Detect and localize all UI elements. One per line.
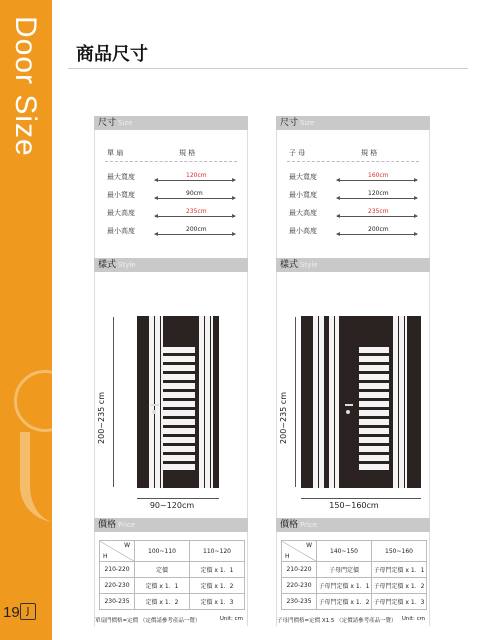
- size-col-type: 子 母: [289, 149, 306, 157]
- size-row: 最小高度 200cm: [277, 226, 429, 238]
- price-note: 單扇門價格=定價 （定價請參考產品一覽）: [95, 618, 201, 624]
- divider: [287, 161, 419, 162]
- price-header: 價格 Price: [276, 518, 430, 532]
- price-table: [281, 540, 427, 610]
- table-row: 230-235 定價 x 1．2 定價 x 1．3: [100, 594, 245, 610]
- sidebar-title: Door Size: [9, 16, 42, 157]
- style-header: 樣式 Style: [94, 258, 248, 272]
- price-table-area: [94, 532, 248, 626]
- width-dimension-line: [301, 498, 421, 499]
- table-row: 210-220 子母門定價 子母門定價 x 1．1: [282, 562, 427, 578]
- table-row: 210-220 定價 定價 x 1．1: [100, 562, 245, 578]
- page-title: 商品尺寸: [76, 44, 148, 65]
- size-col-spec: 規 格: [361, 149, 378, 157]
- decorative-stem: [20, 432, 56, 522]
- double-door-panel: [276, 116, 430, 626]
- table-corner: W H: [282, 541, 317, 562]
- table-row: 220-230 定價 x 1．1 定價 x 1．2: [100, 578, 245, 594]
- book-icon: J: [20, 603, 36, 620]
- size-row: 最小高度 200cm: [95, 226, 247, 238]
- price-table: [99, 540, 245, 610]
- size-row: 最小寬度 120cm: [277, 190, 429, 202]
- style-header: 樣式 Style: [276, 258, 430, 272]
- size-row: 最大高度 235cm: [277, 208, 429, 220]
- unit-label: Unit: cm: [401, 616, 425, 622]
- sidebar: [0, 0, 52, 640]
- size-col-spec: 規 格: [179, 149, 196, 157]
- divider: [105, 161, 237, 162]
- size-spec: [94, 130, 248, 258]
- price-table-area: [276, 532, 430, 626]
- decorative-ring: [14, 370, 76, 432]
- table-header-cell: 100~110: [135, 541, 190, 562]
- size-spec: [276, 130, 430, 258]
- table-row: 220-230 子母門定價 x 1．1 子母門定價 x 1．2: [282, 578, 427, 594]
- double-door-image: [301, 316, 421, 488]
- size-row: 最大寬度 120cm: [95, 172, 247, 184]
- height-dimension-label: 200~235 cm: [97, 392, 106, 444]
- height-dimension-line: [113, 317, 114, 487]
- size-col-type: 單 扇: [107, 149, 124, 157]
- single-door-panel: [94, 116, 248, 626]
- size-row: 最大高度 235cm: [95, 208, 247, 220]
- divider: [68, 68, 468, 69]
- table-header-cell: 140~150: [317, 541, 372, 562]
- width-dimension-line: [137, 498, 219, 499]
- width-dimension-label: 150~160cm: [329, 501, 379, 510]
- size-row: 最大寬度 160cm: [277, 172, 429, 184]
- unit-label: Unit: cm: [219, 616, 243, 622]
- height-dimension-label: 200~235 cm: [279, 392, 288, 444]
- size-header: 尺寸 Size: [94, 116, 248, 130]
- door-illustration: [276, 272, 430, 518]
- size-row: 最小寬度 90cm: [95, 190, 247, 202]
- table-header-cell: 150~160: [372, 541, 427, 562]
- height-dimension-line: [295, 317, 296, 487]
- price-note: 子母門價格=定價 X1.5 （定價請參考產品一覽）: [277, 618, 397, 624]
- size-header: 尺寸 Size: [276, 116, 430, 130]
- table-row: 230-235 子母門定價 x 1．2 子母門定價 x 1．3: [282, 594, 427, 610]
- price-header: 價格 Price: [94, 518, 248, 532]
- page-number: 19: [3, 604, 20, 621]
- table-header-cell: 110~120: [190, 541, 245, 562]
- door-illustration: [94, 272, 248, 518]
- width-dimension-label: 90~120cm: [149, 501, 195, 510]
- single-door-image: [137, 316, 219, 488]
- table-corner: W H: [100, 541, 135, 562]
